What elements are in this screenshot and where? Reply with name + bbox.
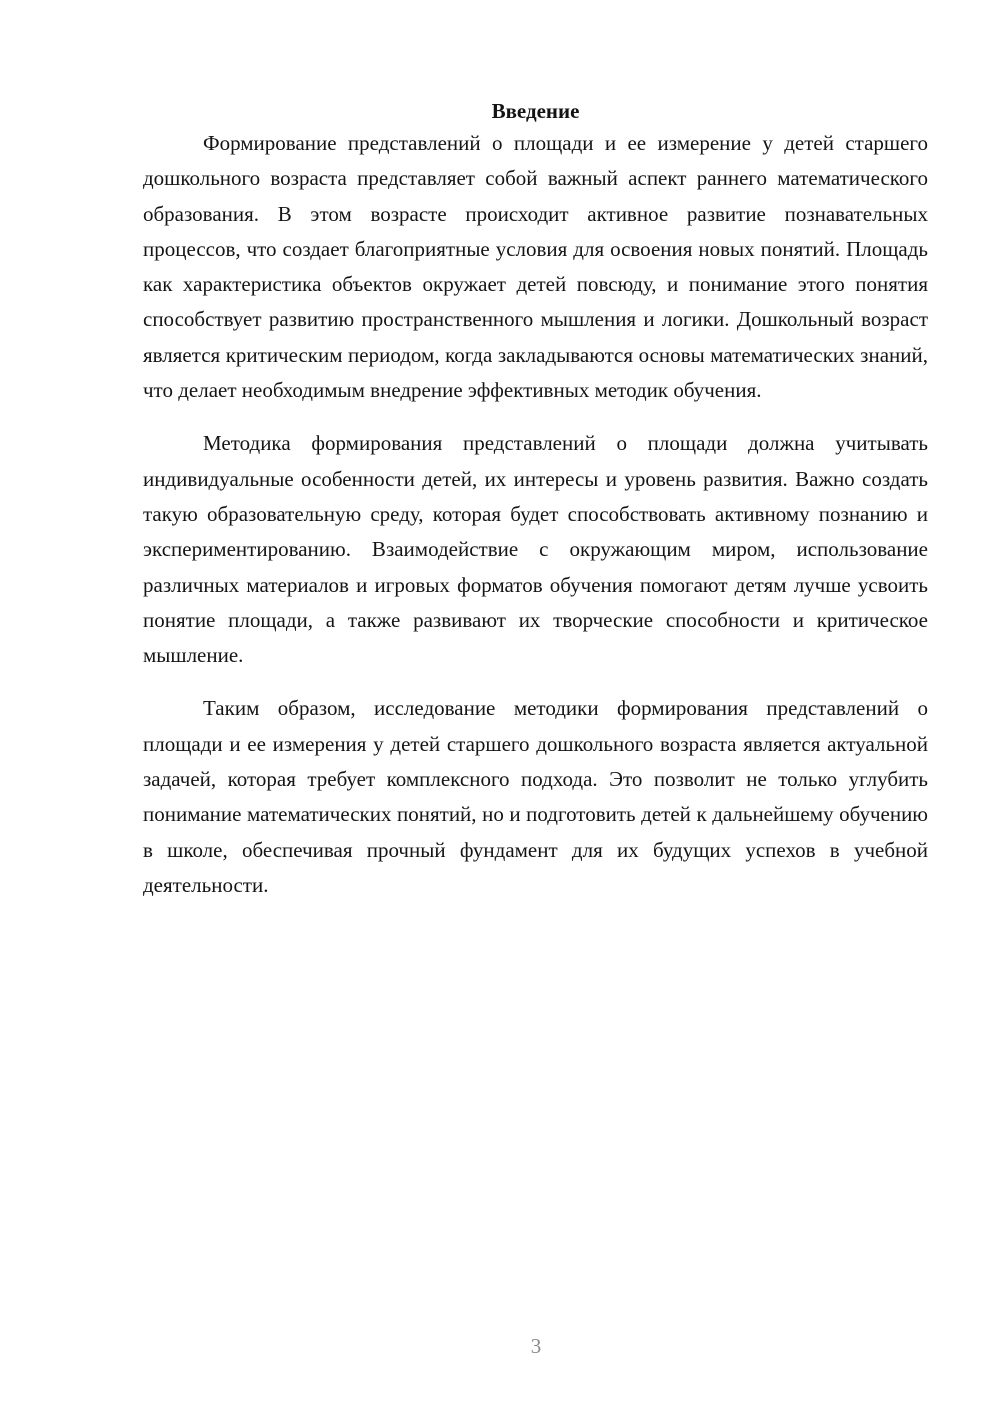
section-title: Введение <box>491 99 580 123</box>
paragraph-1: Формирование представлений о площади и ее измерение у детей старшего дошкольного возраста представляет собой важный аспект раннего математического образования. В этом возрасте происходит активное развитие познавательных процессов, что создает благоприятные условия для освоения новых понятий. Площадь как характеристика объектов окружает детей повсюду, и понимание этого понятия способствует развитию пространственного мышления и логики. Дошкольный возраст является критическим периодом, когда закладываются основы математических знаний, что делает необходимым внедрение эффективных методик обучения. <box>143 131 928 403</box>
paragraph-3: Таким образом, исследование методики формирования представлений о площади и ее измерения у детей старшего дошкольного возраста является актуальной задачей, которая требует комплексного подхода. Это позволит не только углубить понимание математических понятий, но и подготовить детей к дальнейшему обучению в школе, обеспечивая прочный фундамент для их будущих успехов в учебной деятельности. <box>143 696 928 897</box>
page-number: 3 <box>530 1334 542 1358</box>
page-content <box>143 96 928 921</box>
paragraph-2: Методика формирования представлений о площади должна учитывать индивидуальные особенности детей, их интересы и уровень развития. Важно создать такую образовательную среду, которая будет способствовать активному познанию и экспериментированию. Взаимодействие с окружающим миром, использование различных материалов и игровых форматов обучения помогают детям лучше усвоить понятие площади, а также развивают их творческие способности и критическое мышление. <box>143 431 928 668</box>
